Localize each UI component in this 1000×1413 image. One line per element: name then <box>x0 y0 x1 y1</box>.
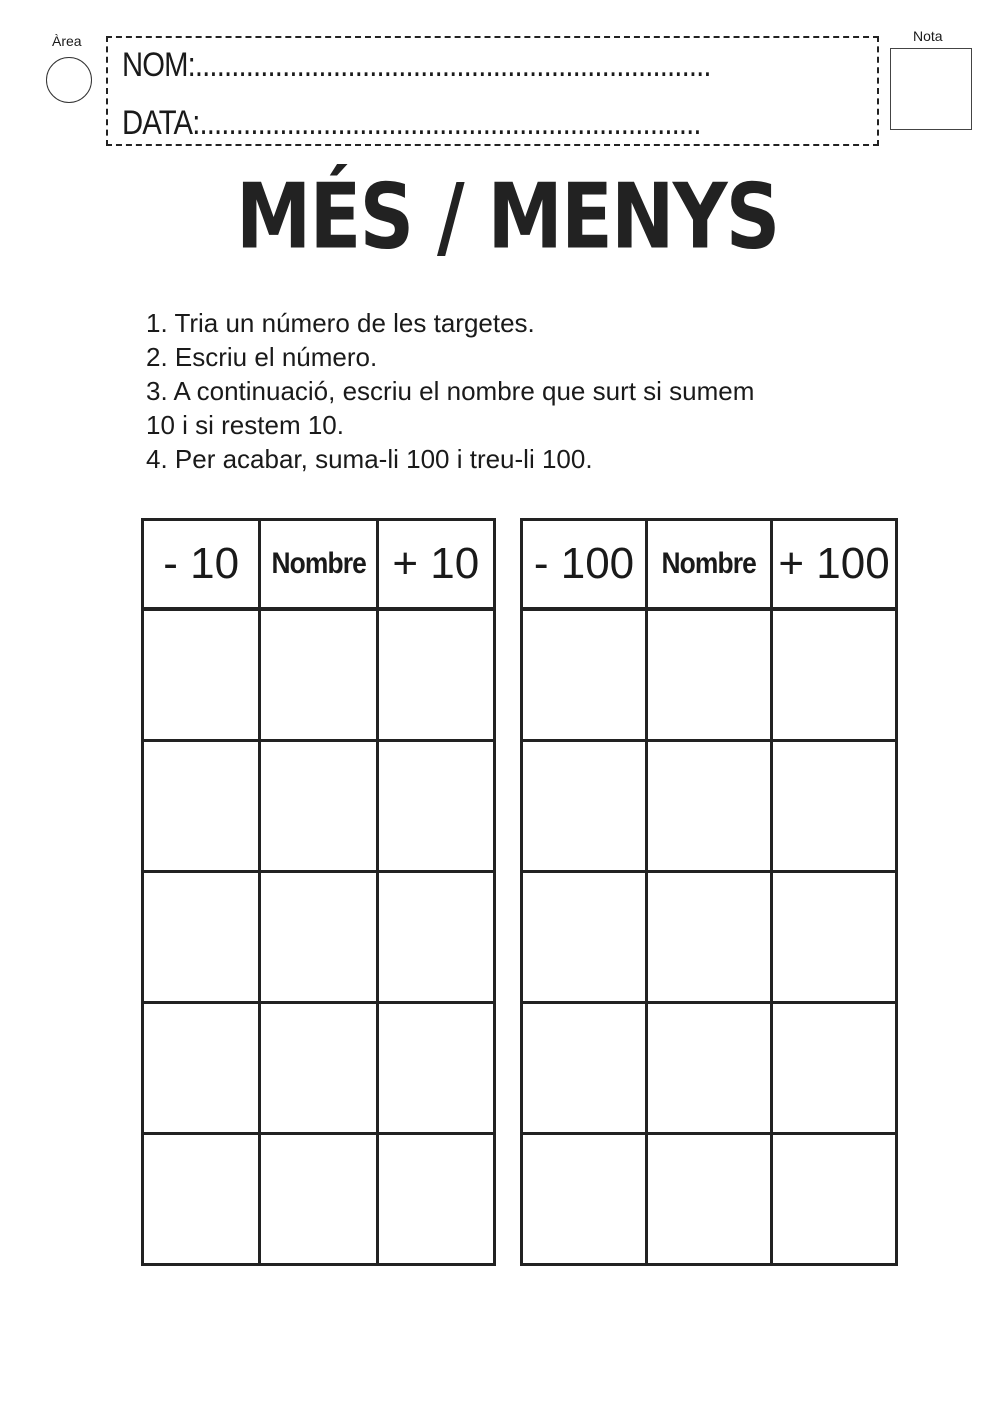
header-minus-10: - 10 <box>143 520 260 610</box>
answer-cell[interactable] <box>772 1003 897 1134</box>
table-row <box>522 741 897 872</box>
answer-cell[interactable] <box>772 741 897 872</box>
name-date-box <box>106 36 879 146</box>
answer-cell[interactable] <box>647 609 772 741</box>
answer-cell[interactable] <box>772 609 897 741</box>
answer-cell[interactable] <box>377 609 494 741</box>
area-label: Àrea <box>52 33 82 49</box>
area-circle[interactable] <box>46 57 92 103</box>
table-row <box>522 1003 897 1134</box>
answer-cell[interactable] <box>647 1134 772 1265</box>
nota-label: Nota <box>913 28 943 44</box>
table-plus-minus-10 <box>141 518 496 1266</box>
table-row <box>143 609 495 741</box>
instruction-line: 2. Escriu el número. <box>146 342 378 372</box>
answer-cell[interactable] <box>260 872 377 1003</box>
table-row <box>522 609 897 741</box>
table-plus-minus-100 <box>520 518 898 1266</box>
header-nombre: Nombre <box>647 520 772 610</box>
table-row <box>522 1134 897 1265</box>
answer-cell[interactable] <box>522 741 647 872</box>
answer-cell[interactable] <box>772 1134 897 1265</box>
nom-field[interactable]: NOM:....................................................................... <box>122 46 711 84</box>
answer-cell[interactable] <box>522 1134 647 1265</box>
table-row <box>143 1003 495 1134</box>
answer-cell[interactable] <box>143 1003 260 1134</box>
answer-cell[interactable] <box>647 872 772 1003</box>
answer-cell[interactable] <box>377 741 494 872</box>
header-minus-100: - 100 <box>522 520 647 610</box>
answer-cell[interactable] <box>143 609 260 741</box>
instruction-line: 3. A continuació, escriu el nombre que surt si sumem <box>146 376 755 406</box>
table-row <box>143 872 495 1003</box>
page-title: MÉS / MENYS <box>236 164 779 270</box>
header-plus-10: + 10 <box>377 520 494 610</box>
instruction-line: 1. Tria un número de les targetes. <box>146 308 535 338</box>
answer-cell[interactable] <box>377 1003 494 1134</box>
answer-cell[interactable] <box>772 872 897 1003</box>
header-plus-100: + 100 <box>772 520 897 610</box>
instruction-line: 10 i si restem 10. <box>146 410 344 440</box>
table-row <box>143 1134 495 1265</box>
instruction-line: 4. Per acabar, suma-li 100 i treu-li 100. <box>146 444 593 474</box>
table-row <box>143 741 495 872</box>
answer-cell[interactable] <box>260 741 377 872</box>
answer-cell[interactable] <box>522 1003 647 1134</box>
answer-cell[interactable] <box>143 741 260 872</box>
answer-cell[interactable] <box>143 1134 260 1265</box>
answer-cell[interactable] <box>522 609 647 741</box>
answer-cell[interactable] <box>260 1134 377 1265</box>
answer-cell[interactable] <box>260 609 377 741</box>
answer-cell[interactable] <box>260 1003 377 1134</box>
data-field[interactable]: DATA:..................................................................... <box>122 104 701 142</box>
table-row <box>522 872 897 1003</box>
answer-cell[interactable] <box>377 872 494 1003</box>
nota-box[interactable] <box>890 48 972 130</box>
answer-cell[interactable] <box>647 1003 772 1134</box>
answer-cell[interactable] <box>522 872 647 1003</box>
header-nombre: Nombre <box>260 520 377 610</box>
instructions <box>146 306 906 476</box>
answer-cell[interactable] <box>143 872 260 1003</box>
answer-cell[interactable] <box>647 741 772 872</box>
answer-cell[interactable] <box>377 1134 494 1265</box>
